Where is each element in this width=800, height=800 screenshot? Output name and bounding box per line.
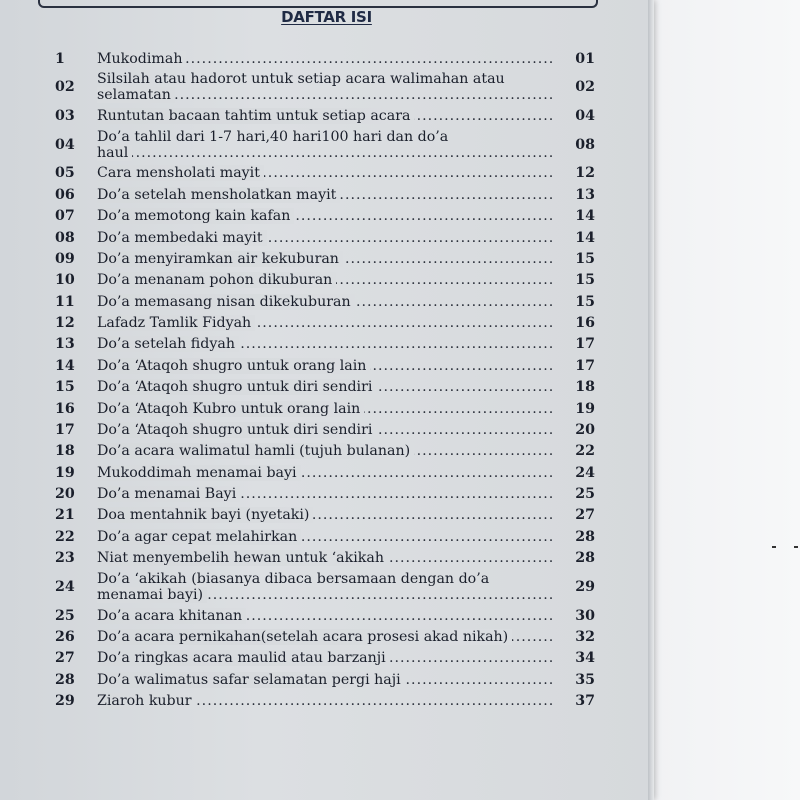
entry-title [97,571,555,603]
entry-title [97,71,555,103]
entry-title-text: Do’a ‘Ataqoh shugro untuk diri sendiri [97,422,376,438]
entry-title-text: Doa mentahnik bayi (nyetaki) [97,507,313,523]
entry-title-line2 [97,87,555,103]
entry-page-number: 34 [575,650,595,667]
entry-title-text: menamai bayi) [97,587,207,603]
mark [794,546,798,548]
entry-title-text: Mukoddimah menamai bayi [97,465,301,481]
entry-page-number: 20 [575,421,595,438]
page-title: DAFTAR ISI [281,8,372,26]
entry-title-line1: Do’a tahlil dari 1-7 hari,40 hari100 hari dan do’a [97,128,449,145]
entry-title [97,672,555,688]
entry-number: 15 [55,379,75,396]
entry-title-line2 [97,587,555,603]
entry-title [97,529,555,545]
entry-page-number: 04 [575,108,595,125]
entry-page-number: 15 [575,293,595,310]
entry-page-number: 15 [575,272,595,289]
entry-page-number: 29 [575,578,595,595]
toc-entry [55,669,595,690]
entry-number: 06 [55,186,75,203]
entry-title-text: Do’a walimatus safar selamatan pergi haji [97,672,405,688]
entry-page-number: 24 [575,464,595,481]
entry-page-number: 17 [575,357,595,374]
toc-entry [55,462,595,483]
toc-entry [55,505,595,526]
toc-entry [55,227,595,248]
entry-title [97,251,555,267]
entry-number: 11 [55,293,75,310]
entry-page-number: 16 [575,315,595,332]
entry-title-text: Mukodimah [97,51,186,67]
toc-entry [55,605,595,626]
entry-number: 1 [55,50,65,67]
entry-title-line2 [97,145,555,161]
entry-title [97,550,555,566]
entry-number: 05 [55,165,75,182]
entry-number: 26 [55,628,75,645]
entry-page-number: 18 [575,379,595,396]
entry-number: 09 [55,250,75,267]
entry-page-number: 32 [575,628,595,645]
entry-number: 22 [55,528,75,545]
entry-title [97,379,555,395]
entry-title [97,650,555,666]
toc-entry [55,69,595,105]
entry-title-text: Do’a memasang nisan dikekuburan [97,294,355,310]
entry-number: 08 [55,229,75,246]
entry-number: 28 [55,671,75,688]
entry-title [97,315,555,331]
entry-number: 10 [55,272,75,289]
toc-entry [55,419,595,440]
entry-title-text: Ziaroh kubur [97,693,196,709]
entry-page-number: 19 [575,400,595,417]
entry-number: 18 [55,443,75,460]
entry-title [97,272,555,288]
entry-title-text: Do’a ‘Ataqoh shugro untuk orang lain [97,358,370,374]
entry-title-text: Do’a acara pernikahan(setelah acara prosesi akad nikah) [97,629,512,645]
entry-number: 12 [55,315,75,332]
toc-entry [55,648,595,669]
toc-entry [55,206,595,227]
entry-page-number: 14 [575,229,595,246]
page-edge [648,0,654,800]
entry-title [97,629,555,645]
entry-title-text: Do’a agar cepat melahirkan [97,529,301,545]
entry-page-number: 15 [575,250,595,267]
entry-title-text: Do’a menyiramkan air kekuburan [97,251,343,267]
entry-title [97,208,555,224]
entry-number: 07 [55,208,75,225]
entry-title [97,336,555,352]
toc-entry [55,248,595,269]
entry-title-text: Do’a membedaki mayit [97,230,267,246]
entry-page-number: 30 [575,607,595,624]
entry-title [97,422,555,438]
entry-number: 16 [55,400,75,417]
toc-entry [55,355,595,376]
entry-title [97,129,555,161]
entry-title-text: Do’a menamai Bayi [97,486,240,502]
entry-title-text: Do’a setelah fidyah [97,336,239,352]
header-frame [38,0,598,8]
entry-title-text: selamatan [97,87,175,103]
entry-page-number: 37 [575,693,595,710]
entry-number: 17 [55,421,75,438]
entry-page-number: 02 [575,79,595,96]
entry-number: 23 [55,550,75,567]
entry-page-number: 17 [575,336,595,353]
entry-page-number: 13 [575,186,595,203]
toc-entry [55,127,595,163]
entry-title-text: Do’a acara walimatul hamli (tujuh bulanan) [97,443,414,459]
entry-title-text: Do’a ‘Ataqoh shugro untuk diri sendiri [97,379,376,395]
toc-entry [55,270,595,291]
toc-entry [55,377,595,398]
entry-title [97,187,555,203]
entry-title-text: Do’a menanam pohon dikuburan [97,272,336,288]
toc-entry [55,569,595,605]
entry-title-text: Lafadz Tamlik Fidyah [97,315,255,331]
toc-entry [55,163,595,184]
entry-title [97,358,555,374]
toc-entry [55,690,595,711]
entry-title [97,230,555,246]
entry-number: 20 [55,486,75,503]
toc-entry [55,441,595,462]
entry-title [97,507,555,523]
entry-number: 29 [55,693,75,710]
entry-page-number: 22 [575,443,595,460]
entry-title [97,401,555,417]
entry-title-text: Runtutan bacaan tahtim untuk setiap acara [97,108,414,124]
entry-title-text: Cara mensholati mayit [97,165,264,181]
toc-entry [55,626,595,647]
toc-entry [55,312,595,333]
toc-entry [55,48,595,69]
entry-title [97,443,555,459]
toc-entry [55,334,595,355]
entry-title-text: Do’a ‘Ataqoh Kubro untuk orang lain [97,401,364,417]
toc-entry [55,483,595,504]
entry-title [97,294,555,310]
entry-title-text: Do’a memotong kain kafan [97,208,294,224]
toc-entry [55,291,595,312]
entry-title [97,465,555,481]
toc-entry [55,548,595,569]
entry-title [97,693,555,709]
entry-page-number: 28 [575,550,595,567]
entry-title [97,608,555,624]
entry-number: 25 [55,607,75,624]
entry-number: 27 [55,650,75,667]
table-of-contents [55,48,595,712]
entry-page-number: 35 [575,671,595,688]
entry-title [97,108,555,124]
toc-entry [55,526,595,547]
entry-number: 13 [55,336,75,353]
entry-page-number: 28 [575,528,595,545]
entry-page-number: 25 [575,486,595,503]
entry-title-text: haul [97,145,132,161]
entry-title-text: Niat menyembelih hewan untuk ‘akikah [97,550,388,566]
toc-entry [55,184,595,205]
entry-page-number: 01 [575,50,595,67]
entry-title-line1: Silsilah atau hadorot untuk setiap acara walimahan atau [97,71,505,88]
entry-title-line1: Do’a ‘akikah (biasanya dibaca bersamaan dengan do’a [97,570,490,587]
mark [772,546,776,548]
entry-title-text: Do’a setelah mensholatkan mayit [97,187,340,203]
entry-title [97,165,555,181]
entry-number: 19 [55,464,75,481]
entry-number: 02 [55,79,75,96]
entry-number: 03 [55,108,75,125]
entry-title-text: Do’a ringkas acara maulid atau barzanji [97,650,390,666]
entry-number: 24 [55,578,75,595]
entry-page-number: 12 [575,165,595,182]
entry-page-number: 08 [575,136,595,153]
toc-entry [55,398,595,419]
entry-number: 14 [55,357,75,374]
entry-number: 21 [55,507,75,524]
background-surface [654,0,800,800]
entry-page-number: 14 [575,208,595,225]
entry-title [97,486,555,502]
entry-number: 04 [55,136,75,153]
entry-page-number: 27 [575,507,595,524]
entry-title-text: Do’a acara khitanan [97,608,246,624]
entry-title [97,51,555,67]
toc-entry [55,105,595,126]
